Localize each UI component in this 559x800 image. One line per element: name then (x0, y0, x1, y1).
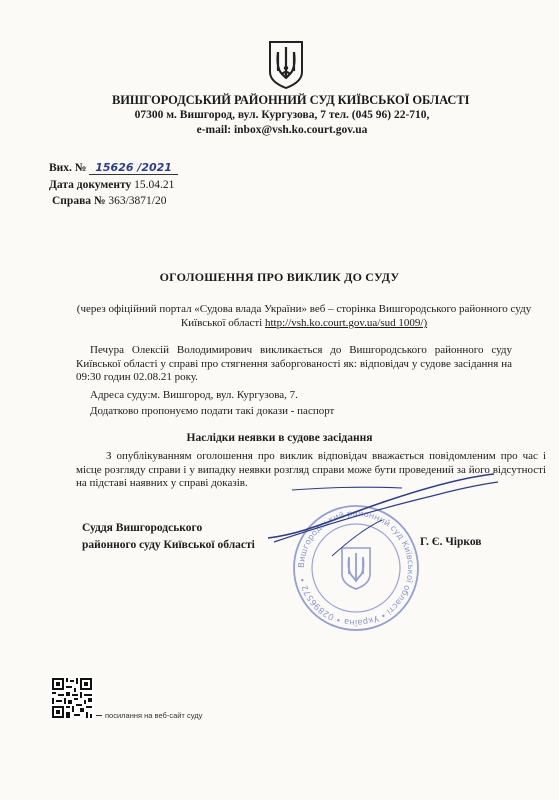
judge-position (82, 520, 255, 554)
judge-name: Г. Є. Чірков (420, 536, 482, 548)
subtitle-text: (через офіційний портал «Судова влада України» веб – сторінка Вишгородського районного суду Київської області (76, 303, 532, 329)
document-date-value: 15.04.21 (134, 179, 175, 191)
notice-subtitle (58, 302, 550, 330)
stamp-ring-text: Вишгородський районний суд Київської області • Україна • 02896572 • (295, 507, 417, 629)
case-number-label: Справа № (52, 195, 106, 207)
summons-paragraph: Печура Олексій Володимирович викликається до Вишгородського районного суду Київської області у справі про стягнення заборгованості як: відповідач у судове засідання на 09:30 годин 02.08.21 року. (76, 344, 512, 383)
consequences-heading: Наслідки неявки в судове засідання (186, 432, 373, 444)
document-date-row (49, 179, 174, 191)
judge-position-line1: Суддя Вишгородського (82, 522, 203, 534)
notice-title: ОГОЛОШЕННЯ ПРО ВИКЛИК ДО СУДУ (159, 270, 400, 284)
document-date-label: Дата документу (49, 179, 132, 191)
qr-caption-dash (96, 715, 102, 716)
outgoing-number-row (49, 161, 178, 174)
court-email: e-mail: inbox@vsh.ko.court.gov.ua (196, 124, 368, 136)
court-address: 07300 м. Вишгород, вул. Кургузова, 7 тел. (045 96) 22-710, (134, 109, 430, 121)
court-website-link[interactable]: http://vsh.ko.court.gov.ua/sud 1009/) (264, 317, 428, 329)
outgoing-number-handwritten: 15626 /2021 (89, 161, 178, 175)
court-address-line: Адреса суду:м. Вишгород, вул. Кургузова, 7. (90, 389, 298, 401)
qr-caption: посилання на веб-сайт суду (105, 711, 203, 720)
judge-position-line2: районного суду Київської області (82, 539, 255, 551)
evidence-line: Додатково пропонуємо подати такі докази - паспорт (90, 405, 335, 417)
case-number-value: 363/3871/20 (108, 195, 167, 207)
consequences-paragraph: З опублікуванням оголошення про виклик відповідач вважається повідомленим про час і місце розгляду справи і у випадку неявки розгляд справи може бути проведений за його відсутності на підставі наявних у справі доказів. (76, 450, 546, 489)
trident-emblem-icon (266, 38, 306, 90)
court-name: ВИШГОРОДСЬКИЙ РАЙОННИЙ СУД КИЇВСЬКОЇ ОБЛАСТІ (112, 93, 470, 107)
qr-code-icon[interactable] (50, 676, 94, 720)
case-number-row (52, 195, 166, 207)
outgoing-label: Вих. № (49, 162, 87, 174)
